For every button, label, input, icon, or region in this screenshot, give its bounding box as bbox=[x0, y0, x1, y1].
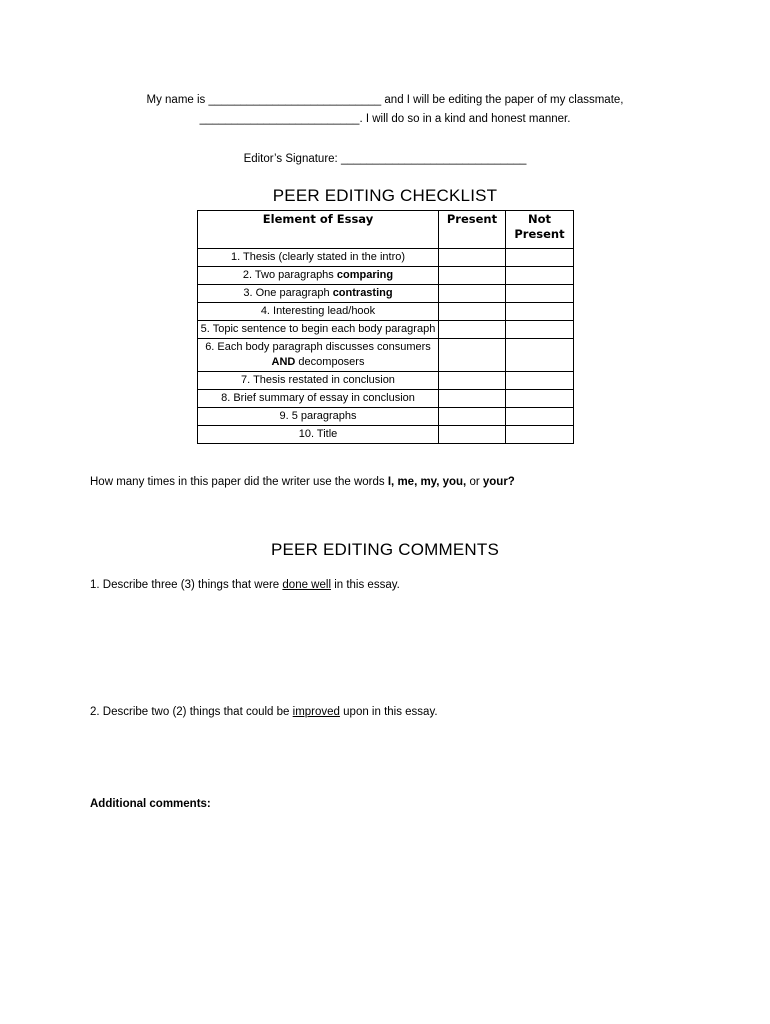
signature-blank[interactable]: _____________________________ bbox=[340, 153, 527, 165]
pronoun-question bbox=[90, 476, 515, 488]
element-item: 4. Interesting lead/hook bbox=[198, 303, 439, 321]
item-bold: AND bbox=[271, 356, 296, 368]
not-present-cell[interactable] bbox=[506, 426, 574, 444]
header-not-present: Not Present bbox=[506, 211, 574, 249]
not-present-cell[interactable] bbox=[506, 249, 574, 267]
item-bold: comparing bbox=[336, 269, 394, 281]
checklist-title: PEER EDITING CHECKLIST bbox=[272, 186, 498, 205]
header-present: Present bbox=[439, 211, 506, 249]
present-cell[interactable] bbox=[439, 267, 506, 285]
question-text: How many times in this paper did the writer use the words bbox=[90, 476, 388, 488]
comment-question-1 bbox=[90, 579, 400, 591]
q1-underlined: done well bbox=[282, 579, 331, 591]
not-present-cell[interactable] bbox=[506, 267, 574, 285]
table-row bbox=[198, 321, 574, 339]
comments-title: PEER EDITING COMMENTS bbox=[270, 540, 500, 559]
element-item bbox=[198, 285, 439, 303]
table-row bbox=[198, 303, 574, 321]
table-row bbox=[198, 339, 574, 372]
element-item: 5. Topic sentence to begin each body paragraph bbox=[198, 321, 439, 339]
table-row bbox=[198, 408, 574, 426]
q1-text: 1. Describe three (3) things that were bbox=[90, 579, 283, 591]
question-words: I, me, my, you, bbox=[387, 476, 467, 488]
table-row bbox=[198, 390, 574, 408]
element-item bbox=[198, 267, 439, 285]
classmate-name-blank[interactable]: _________________________ bbox=[199, 113, 360, 125]
element-item bbox=[198, 339, 439, 372]
present-cell[interactable] bbox=[439, 426, 506, 444]
not-present-cell[interactable] bbox=[506, 303, 574, 321]
present-cell[interactable] bbox=[439, 390, 506, 408]
element-item: 8. Brief summary of essay in conclusion bbox=[198, 390, 439, 408]
header-element: Element of Essay bbox=[198, 211, 439, 249]
editor-signature-line bbox=[0, 153, 770, 165]
intro-text-2: . I will do so in a kind and honest manner. bbox=[359, 113, 571, 125]
not-present-cell[interactable] bbox=[506, 339, 574, 372]
item-text-post: decomposers bbox=[295, 356, 365, 368]
q1-text-post: in this essay. bbox=[331, 579, 400, 591]
item-text: 3. One paragraph bbox=[243, 287, 333, 299]
element-item: 1. Thesis (clearly stated in the intro) bbox=[198, 249, 439, 267]
present-cell[interactable] bbox=[439, 303, 506, 321]
table-row bbox=[198, 285, 574, 303]
table-row bbox=[198, 267, 574, 285]
q2-text: 2. Describe two (2) things that could be bbox=[90, 706, 293, 718]
item-text: 6. Each body paragraph discusses consumers bbox=[205, 341, 431, 353]
comment-question-2 bbox=[90, 706, 438, 718]
table-row bbox=[198, 372, 574, 390]
not-present-cell[interactable] bbox=[506, 408, 574, 426]
present-cell[interactable] bbox=[439, 285, 506, 303]
item-text: 2. Two paragraphs bbox=[242, 269, 337, 281]
element-item: 10. Title bbox=[198, 426, 439, 444]
present-cell[interactable] bbox=[439, 249, 506, 267]
q2-text-post: upon in this essay. bbox=[339, 706, 438, 718]
element-item: 7. Thesis restated in conclusion bbox=[198, 372, 439, 390]
signature-label: Editor’s Signature: bbox=[243, 153, 338, 165]
student-name-blank[interactable]: ___________________________ bbox=[208, 94, 382, 106]
intro-label: My name is bbox=[146, 94, 206, 106]
not-present-cell[interactable] bbox=[506, 321, 574, 339]
present-cell[interactable] bbox=[439, 339, 506, 372]
question-or: or bbox=[466, 476, 483, 488]
present-cell[interactable] bbox=[439, 408, 506, 426]
additional-comments-label: Additional comments: bbox=[90, 798, 211, 810]
item-bold: contrasting bbox=[332, 287, 393, 299]
present-cell[interactable] bbox=[439, 321, 506, 339]
table-row bbox=[198, 249, 574, 267]
intro-text: and I will be editing the paper of my classmate, bbox=[384, 94, 624, 106]
intro-line-1 bbox=[0, 94, 770, 106]
present-cell[interactable] bbox=[439, 372, 506, 390]
q2-underlined: improved bbox=[292, 706, 340, 718]
not-present-cell[interactable] bbox=[506, 390, 574, 408]
question-last-word: your? bbox=[482, 476, 515, 488]
peer-editing-checklist-table bbox=[197, 210, 574, 444]
element-item: 9. 5 paragraphs bbox=[198, 408, 439, 426]
not-present-cell[interactable] bbox=[506, 285, 574, 303]
not-present-cell[interactable] bbox=[506, 372, 574, 390]
table-row bbox=[198, 426, 574, 444]
intro-line-2 bbox=[0, 113, 770, 125]
